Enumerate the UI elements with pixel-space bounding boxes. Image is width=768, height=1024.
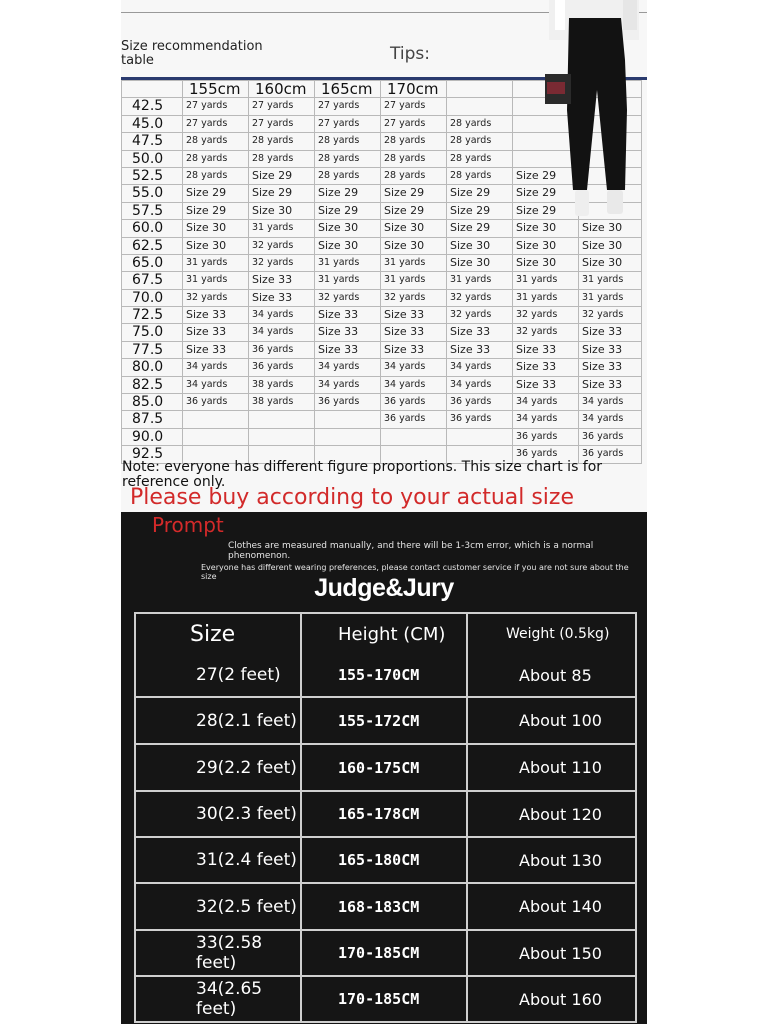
size-cell: 36 yards — [315, 394, 381, 411]
size-cell: Size 33 — [249, 272, 315, 289]
size-cell: Size 33 — [579, 324, 642, 341]
size-cell: Size 29 — [183, 185, 249, 202]
size-spec-panel — [121, 512, 647, 1024]
size-cell: 28 yards — [381, 133, 447, 150]
size-cell: Size 30 — [381, 220, 447, 237]
size-cell: 27 yards — [183, 115, 249, 132]
height-header: 170cm — [381, 81, 447, 98]
size-cell: 31 yards — [381, 254, 447, 271]
size-cell: 36 yards — [513, 446, 579, 463]
size-cell: 31 yards — [513, 272, 579, 289]
weight-row — [122, 254, 642, 271]
height-range-cell: 170-185CM — [302, 977, 468, 1021]
brand-logo-text: Judge&Jury — [314, 574, 454, 602]
size-cell: Size 33 — [513, 359, 579, 376]
size-cell: 31 yards — [183, 254, 249, 271]
size-cell: 32 yards — [513, 324, 579, 341]
weight-cell: About 140 — [519, 897, 602, 916]
size-cell: 36 yards — [447, 394, 513, 411]
size-cell: 34 yards — [315, 359, 381, 376]
weight-cell: 42.5 — [122, 98, 183, 115]
size-cell — [183, 428, 249, 445]
size-cell: 36 yards — [183, 394, 249, 411]
size-cell: 34 yards — [249, 324, 315, 341]
size-cell: 27 yards — [183, 98, 249, 115]
weight-cell: 80.0 — [122, 359, 183, 376]
size-cell: Size 30 — [513, 220, 579, 237]
weight-row — [122, 272, 642, 289]
spec-header-row — [136, 614, 635, 654]
size-cell: 33(2.58 feet) — [136, 931, 302, 975]
size-cell: Size 33 — [447, 324, 513, 341]
spec-row — [136, 696, 635, 743]
size-cell: Size 33 — [513, 376, 579, 393]
weight-cell: About 160 — [519, 989, 602, 1009]
size-cell: Size 30 — [513, 254, 579, 271]
size-cell: 28 yards — [249, 133, 315, 150]
size-cell: 28 yards — [381, 150, 447, 167]
size-cell: Size 33 — [315, 307, 381, 324]
height-range-cell: 165-178CM — [302, 792, 468, 836]
size-cell: 27 yards — [315, 115, 381, 132]
size-cell: 27 yards — [381, 98, 447, 115]
size-cell: 27 yards — [315, 98, 381, 115]
model-photo — [541, 0, 647, 220]
weight-cell: About 100 — [519, 711, 602, 730]
size-cell: 36 yards — [513, 428, 579, 445]
size-cell: 36 yards — [249, 359, 315, 376]
weight-cell: 85.0 — [122, 394, 183, 411]
size-cell: 31 yards — [579, 272, 642, 289]
weight-row — [122, 411, 642, 428]
size-cell: 28 yards — [447, 167, 513, 184]
size-cell: Size 30 — [315, 220, 381, 237]
size-cell — [249, 428, 315, 445]
size-cell: 34 yards — [513, 411, 579, 428]
size-cell: 28 yards — [447, 133, 513, 150]
size-cell: 28 yards — [381, 167, 447, 184]
size-cell: Size 33 — [183, 324, 249, 341]
weight-row — [122, 376, 642, 393]
size-cell: 38 yards — [249, 394, 315, 411]
size-cell: 28 yards — [183, 167, 249, 184]
size-cell — [447, 428, 513, 445]
buy-advice-text: Please buy according to your actual size — [130, 485, 575, 510]
size-cell — [447, 98, 513, 115]
weight-row — [122, 394, 642, 411]
weight-row — [122, 428, 642, 445]
spec-row — [136, 836, 635, 882]
height-range-cell: 170-185CM — [302, 931, 468, 975]
weight-row — [122, 324, 642, 341]
weight-cell: 47.5 — [122, 133, 183, 150]
weight-row — [122, 359, 642, 376]
table-title: Size recommendation table — [121, 39, 263, 68]
size-cell: Size 29 — [249, 167, 315, 184]
spec-row — [136, 654, 635, 696]
size-cell: 32 yards — [315, 289, 381, 306]
size-cell: Size 29 — [447, 202, 513, 219]
size-cell: 36 yards — [381, 411, 447, 428]
size-cell: 36 yards — [579, 446, 642, 463]
size-cell: 32(2.5 feet) — [136, 884, 302, 929]
size-cell — [315, 411, 381, 428]
size-cell: 28 yards — [447, 115, 513, 132]
height-header: 165cm — [315, 81, 381, 98]
size-cell: 34 yards — [183, 359, 249, 376]
size-cell: 28 yards — [249, 150, 315, 167]
height-header — [447, 81, 513, 98]
size-cell: 34 yards — [381, 376, 447, 393]
spec-row — [136, 929, 635, 975]
size-cell: Size 29 — [447, 220, 513, 237]
size-recommendation-panel — [121, 0, 647, 512]
size-cell: 31 yards — [315, 272, 381, 289]
size-spec-table — [134, 612, 637, 1023]
height-range-cell: 160-175CM — [302, 745, 468, 790]
size-cell: Size 33 — [447, 341, 513, 358]
weight-cell: 65.0 — [122, 254, 183, 271]
weight-cell: 57.5 — [122, 202, 183, 219]
height-header: 155cm — [183, 81, 249, 98]
size-cell: Size 33 — [183, 341, 249, 358]
weight-cell: 87.5 — [122, 411, 183, 428]
size-cell: Size 30 — [183, 237, 249, 254]
weight-cell: 67.5 — [122, 272, 183, 289]
size-cell: 28 yards — [183, 150, 249, 167]
size-cell — [381, 428, 447, 445]
weight-cell: 50.0 — [122, 150, 183, 167]
spec-row — [136, 882, 635, 929]
weight-cell: 92.5 — [122, 446, 183, 463]
size-cell: 27 yards — [381, 115, 447, 132]
size-cell: 34(2.65 feet) — [136, 977, 302, 1021]
height-header: 160cm — [249, 81, 315, 98]
size-cell: 31(2.4 feet) — [136, 838, 302, 882]
size-cell: Size 30 — [381, 237, 447, 254]
size-cell: Size 30 — [579, 254, 642, 271]
size-cell: Size 29 — [513, 167, 579, 184]
size-cell: Size 30 — [579, 237, 642, 254]
weight-row — [122, 307, 642, 324]
weight-row — [122, 341, 642, 358]
size-cell: 31 yards — [315, 254, 381, 271]
size-cell: Size 30 — [447, 237, 513, 254]
weight-cell: 77.5 — [122, 341, 183, 358]
size-cell: Size 29 — [249, 185, 315, 202]
weight-cell: About 150 — [519, 943, 602, 963]
size-cell: Size 33 — [315, 341, 381, 358]
size-cell: 28 yards — [183, 133, 249, 150]
size-cell: 28 yards — [315, 150, 381, 167]
size-cell: 32 yards — [513, 307, 579, 324]
size-cell: Size 33 — [579, 359, 642, 376]
size-cell: 28 yards — [447, 150, 513, 167]
size-cell: Size 29 — [381, 202, 447, 219]
weight-column-header: Weight (0.5kg) — [506, 626, 610, 642]
size-cell: Size 29 — [513, 202, 579, 219]
size-cell — [315, 428, 381, 445]
size-cell — [183, 411, 249, 428]
size-cell: Size 33 — [381, 307, 447, 324]
size-cell: Size 33 — [381, 324, 447, 341]
size-cell: 32 yards — [447, 307, 513, 324]
weight-cell: 82.5 — [122, 376, 183, 393]
weight-cell: 52.5 — [122, 167, 183, 184]
weight-cell: 62.5 — [122, 237, 183, 254]
size-cell: Size 33 — [579, 376, 642, 393]
weight-cell: About 85 — [519, 665, 592, 685]
size-cell: 38 yards — [249, 376, 315, 393]
size-cell: Size 33 — [381, 341, 447, 358]
height-range-cell: 168-183CM — [302, 884, 468, 929]
size-cell: Size 29 — [183, 202, 249, 219]
size-cell: Size 29 — [315, 185, 381, 202]
size-cell: Size 33 — [249, 289, 315, 306]
size-cell: 27 yards — [249, 115, 315, 132]
size-cell — [249, 411, 315, 428]
size-cell: 31 yards — [513, 289, 579, 306]
weight-cell: About 110 — [519, 758, 602, 777]
size-cell: 34 yards — [381, 359, 447, 376]
size-cell: 34 yards — [579, 411, 642, 428]
weight-row — [122, 237, 642, 254]
spec-row — [136, 790, 635, 836]
size-cell: Size 33 — [315, 324, 381, 341]
size-cell: Size 30 — [513, 237, 579, 254]
size-cell: 32 yards — [381, 289, 447, 306]
size-cell: 28 yards — [315, 167, 381, 184]
size-cell: Size 33 — [183, 307, 249, 324]
prompt-heading: Prompt — [152, 513, 224, 537]
height-column-header: Height (CM) — [302, 614, 468, 654]
size-cell: 30(2.3 feet) — [136, 792, 302, 836]
size-cell: 31 yards — [447, 272, 513, 289]
size-cell: Size 30 — [315, 237, 381, 254]
tips-label: Tips: — [390, 44, 430, 64]
size-cell: 28(2.1 feet) — [136, 698, 302, 743]
size-cell: Size 30 — [183, 220, 249, 237]
size-cell: 31 yards — [249, 220, 315, 237]
size-cell: Size 29 — [447, 185, 513, 202]
size-cell: 31 yards — [183, 272, 249, 289]
height-range-cell: 155-172CM — [302, 698, 468, 743]
corner-cell — [122, 81, 183, 98]
size-cell: 31 yards — [579, 289, 642, 306]
size-cell: 32 yards — [249, 237, 315, 254]
measurement-note: Clothes are measured manually, and there will be 1-3cm error, which is a normal phenomenon. — [228, 541, 594, 561]
size-cell: Size 29 — [513, 185, 579, 202]
weight-cell: 75.0 — [122, 324, 183, 341]
height-range-cell: 165-180CM — [302, 838, 468, 882]
weight-cell: 72.5 — [122, 307, 183, 324]
size-cell: 32 yards — [183, 289, 249, 306]
size-cell: Size 30 — [579, 220, 642, 237]
size-cell: 28 yards — [315, 133, 381, 150]
size-cell: 36 yards — [249, 341, 315, 358]
weight-cell: 90.0 — [122, 428, 183, 445]
weight-cell: 55.0 — [122, 185, 183, 202]
preference-note: Everyone has different wearing preferences, please contact customer service if you are not sure about the size — [201, 563, 629, 581]
spec-row — [136, 743, 635, 790]
weight-cell: About 120 — [519, 804, 602, 824]
size-cell: 32 yards — [249, 254, 315, 271]
size-cell: 34 yards — [447, 359, 513, 376]
size-cell: 34 yards — [513, 394, 579, 411]
spec-row — [136, 975, 635, 1021]
size-cell: 32 yards — [447, 289, 513, 306]
size-cell: 34 yards — [249, 307, 315, 324]
size-cell: Size 33 — [579, 341, 642, 358]
height-range-cell: 155-170CM — [302, 654, 468, 696]
size-cell: 32 yards — [579, 307, 642, 324]
weight-row — [122, 289, 642, 306]
weight-row — [122, 220, 642, 237]
size-cell: 34 yards — [315, 376, 381, 393]
size-cell: 36 yards — [447, 411, 513, 428]
size-cell: Size 30 — [447, 254, 513, 271]
size-cell: 34 yards — [183, 376, 249, 393]
size-cell: 36 yards — [381, 394, 447, 411]
size-cell: 34 yards — [579, 394, 642, 411]
size-cell: 31 yards — [381, 272, 447, 289]
size-cell: 29(2.2 feet) — [136, 745, 302, 790]
weight-cell: About 130 — [519, 850, 602, 870]
size-cell: Size 30 — [249, 202, 315, 219]
size-column-header: Size — [136, 614, 302, 654]
size-cell: 36 yards — [579, 428, 642, 445]
size-cell: 27 yards — [249, 98, 315, 115]
size-cell: Size 29 — [381, 185, 447, 202]
size-cell: 27(2 feet) — [136, 654, 302, 696]
weight-cell: 60.0 — [122, 220, 183, 237]
weight-cell: 45.0 — [122, 115, 183, 132]
weight-cell: 70.0 — [122, 289, 183, 306]
size-cell: Size 33 — [513, 341, 579, 358]
size-chart-note: Note: everyone has different figure proportions. This size chart is for reference only. — [122, 459, 603, 490]
size-cell: 34 yards — [447, 376, 513, 393]
size-cell: Size 29 — [315, 202, 381, 219]
